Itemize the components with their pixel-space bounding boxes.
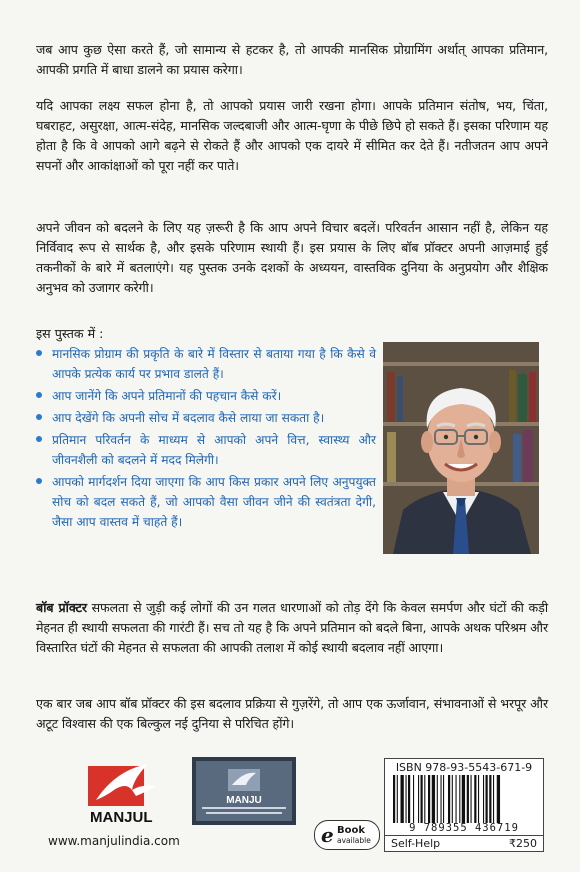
- author-portrait-illustration: [383, 342, 539, 554]
- manjul-bird-icon: [86, 760, 164, 826]
- ebook-available-label: available: [337, 836, 371, 845]
- bullet-dot-icon: [36, 436, 42, 442]
- isbn-digits: 9 789355 436719: [409, 822, 519, 834]
- feature-bullet-list: [36, 344, 376, 534]
- bullet-dot-icon: [36, 392, 42, 398]
- book-price: ₹250: [509, 837, 537, 850]
- bullet-item: प्रतिमान परिवर्तन के माध्यम से आपको अपने वित्त, स्वास्थ्य और जीवनशैली को बदलने में मदद मिलेगी।: [36, 430, 376, 470]
- bullet-item: आप देखेंगे कि अपनी सोच में बदलाव कैसे लाया जा सकता है।: [36, 408, 376, 428]
- author-name: बॉब प्रॉक्टर: [36, 600, 87, 615]
- svg-text:MANJUL: MANJUL: [90, 809, 153, 826]
- ebook-available-badge: [314, 820, 380, 850]
- bullet-dot-icon: [36, 350, 42, 356]
- paragraph-5: एक बार जब आप बॉब प्रॉक्टर की इस बदलाव प्रक्रिया से गुज़रेंगे, तो आप एक ऊर्जावान, संभावनाओं से भरपूर और अटूट विश्वास की एक बिल्कुल नई दुनिया से परिचित होंगे।: [36, 696, 548, 731]
- manjul-publishing-badge: [192, 757, 296, 825]
- manjul-logo: [86, 760, 164, 826]
- paragraph-1: जब आप कुछ ऐसा करते हैं, जो सामान्य से हटकर है, तो आपकी मानसिक प्रोग्रामिंग अर्थात् आपका प्रतिमान, आपकी प्रगति में बाधा डालने का प्रयास करेगा।: [36, 42, 548, 77]
- isbn-label: ISBN 978-93-5543-671-9: [395, 761, 533, 774]
- paragraph-3: अपने जीवन को बदलने के लिए यह ज़रूरी है कि आप अपने विचार बदलें। परिवर्तन आसान नहीं है, लेकिन यह निर्विवाद रूप से सार्थक है, और इसके परिणाम स्थायी हैं। इस प्रयास के लिए बॉब प्रॉक्टर अपनी आज़माई हुई तकनीकों के बारे में बतलाएंगे। यह पुस्तक उनके दशकों के अध्ययन, वास्तविक दुनिया के अनुप्रयोग और शैक्षिक अनुभव को उजागर करेगी।: [36, 220, 548, 295]
- publishing-house-badge-icon: [192, 757, 296, 825]
- barcode-icon: [391, 775, 537, 823]
- publisher-website[interactable]: www.manjulindia.com: [48, 834, 180, 848]
- isbn-divider: [385, 835, 543, 836]
- svg-text:MANJU: MANJU: [226, 795, 262, 806]
- author-portrait: [383, 342, 539, 554]
- book-category: Self-Help: [391, 837, 441, 850]
- bullet-item: आप जानेंगे कि अपने प्रतिमानों की पहचान कैसे करें।: [36, 386, 376, 406]
- isbn-barcode-box: [384, 758, 544, 852]
- bullet-item: मानसिक प्रोग्राम की प्रकृति के बारे में विस्तार से बताया गया है कि कैसे वे आपके प्रत्येक कार्य पर प्रभाव डालते हैं।: [36, 344, 376, 384]
- paragraph-4: बॉब प्रॉक्टर सफलता से जुड़ी कई लोगों की उन गलत धारणाओं को तोड़ देंगे कि केवल समर्पण और घंटों की कड़ी मेहनत ही स्थायी सफलता की गारंटी हैं। सच तो यह है कि अपने प्रतिमान को बदले बिना, आपके अथक परिश्रम और विस्तारित घंटों की मेहनत से सफलता की आपकी तलाश में कोई स्थायी बदलाव नहीं आएगा।: [36, 600, 548, 655]
- ebook-book-label: Book: [337, 825, 366, 836]
- bullet-dot-icon: [36, 414, 42, 420]
- bullet-item: आपको मार्गदर्शन दिया जाएगा कि आप किस प्रकार अपने लिए अनुपयुक्त सोच को बदल सकते हैं, जो आपको वैसा जीवन जीने की स्वतंत्रता देगी, जैसा आप वास्तव में चाहते हैं।: [36, 472, 376, 532]
- bullets-heading: इस पुस्तक में :: [36, 326, 104, 341]
- bullet-dot-icon: [36, 478, 42, 484]
- paragraph-2: यदि आपका लक्ष्य सफल होना है, तो आपको प्रयास जारी रखना होगा। आपके प्रतिमान संतोष, भय, चिंता, घबराहट, असुरक्षा, आत्म-संदेह, मानसिक जल्दबाजी और आत्म-घृणा के पीछे छिपे हो सकते हैं। इसका परिणाम यह होता है कि वे आपको आगे बढ़ने से रोकते हैं और आपको एक दायरे में सीमित कर देते हैं। नतीजतन आप अपने सपनों और आकांक्षाओं को पूरा नहीं कर पाते।: [36, 98, 548, 173]
- ebook-e-icon: e: [321, 823, 334, 847]
